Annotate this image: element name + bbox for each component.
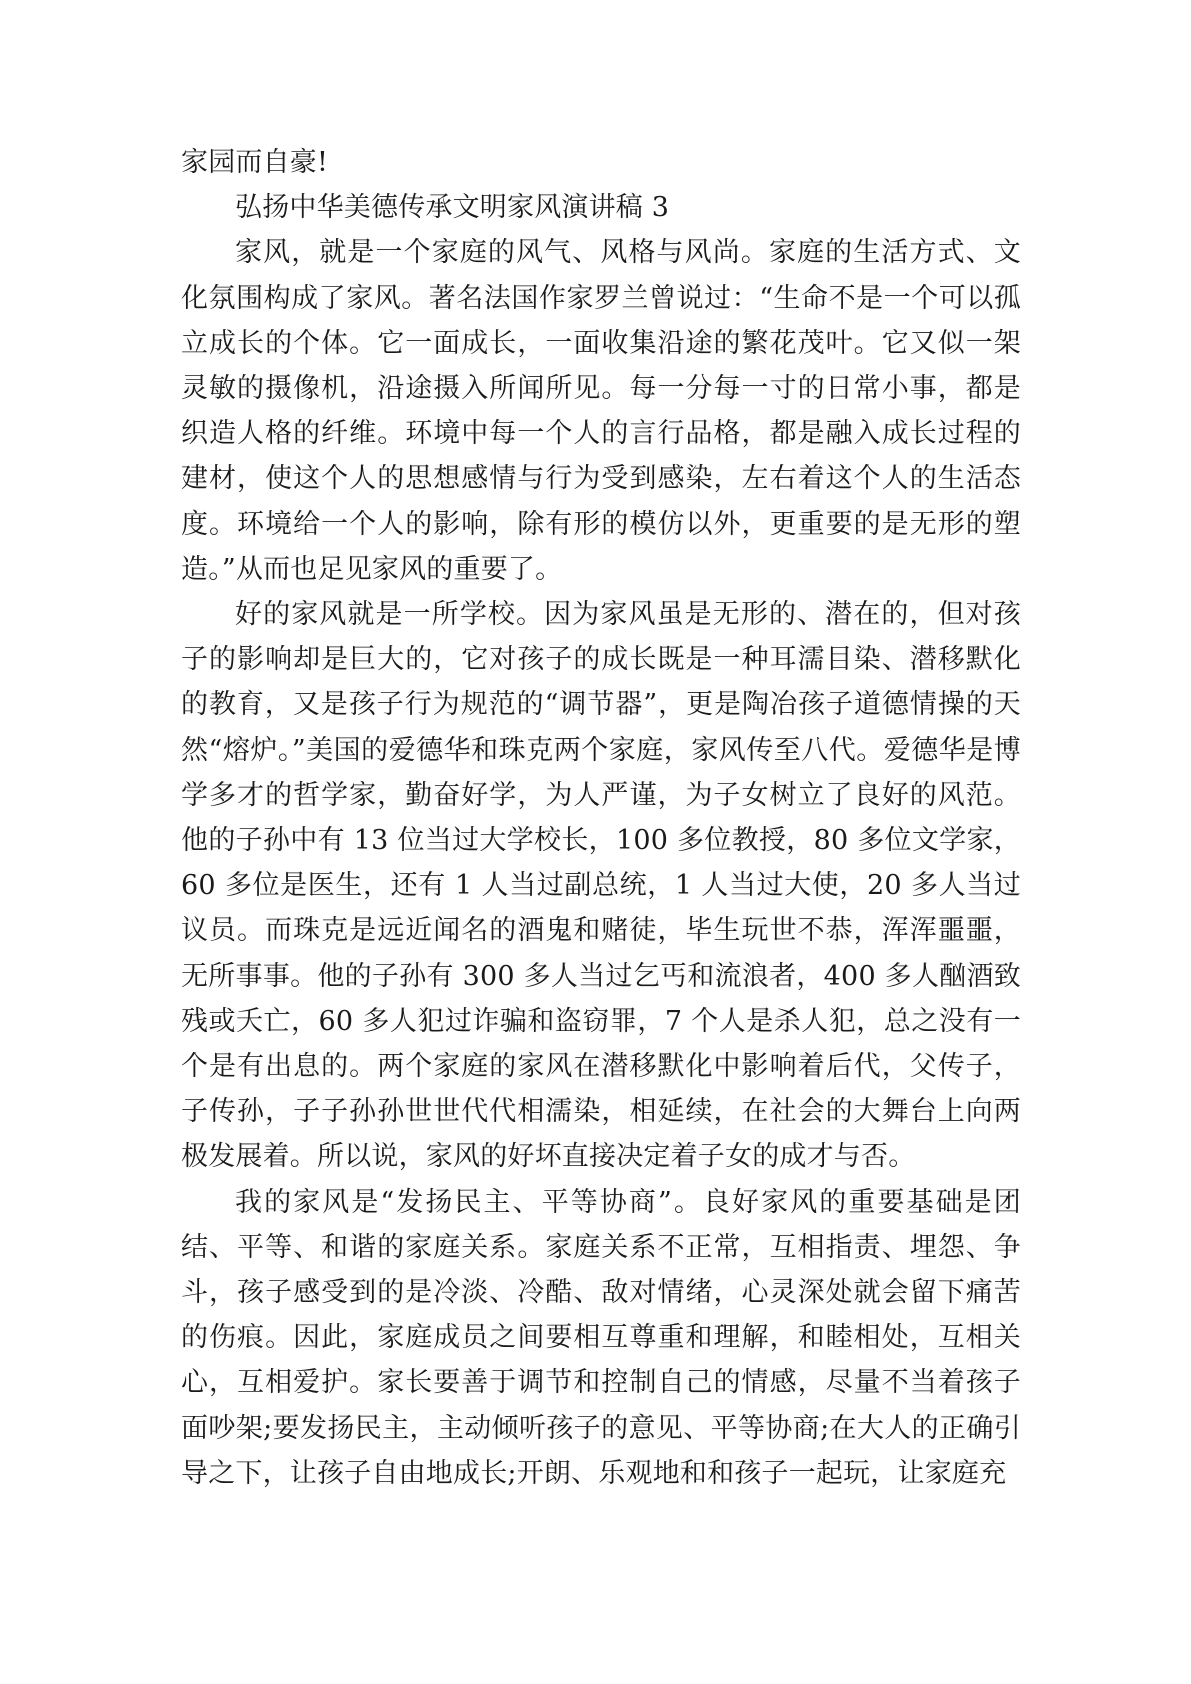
paragraph-1: 家风，就是一个家庭的风气、风格与风尚。家庭的生活方式、文化氛围构成了家风。著名法国作家罗兰曾说过：“生命不是一个可以孤立成长的个体。它一面成长，一面收集沿途的繁花茂叶。它又似一架灵敏的摄像机，沿途摄入所闻所见。每一分每一寸的日常小事，都是织造人格的纤维。环境中每一个人的言行品格，都是融入成长过程的建材，使这个人的思想感情与行为受到感染，左右着这个人的生活态度。环境给一个人的影响，除有形的模仿以外，更重要的是无形的塑造。”从而也足见家风的重要了。 <box>181 237 1021 585</box>
paragraph-3: 我的家风是“发扬民主、平等协商”。良好家风的重要基础是团结、平等、和谐的家庭关系。家庭关系不正常，互相指责、埋怨、争斗，孩子感受到的是冷淡、冷酷、敌对情绪，心灵深处就会留下痛苦的伤痕。因此，家庭成员之间要相互尊重和理解，和睦相处，互相关心，互相爱护。家长要善于调节和控制自己的情感，尽量不当着孩子面吵架;要发扬民主，主动倾听孩子的意见、平等协商;在大人的正确引导之下，让孩子自由地成长;开朗、乐观地和和孩子一起玩，让家庭充 <box>181 1186 1021 1489</box>
section-heading: 弘扬中华美德传承文明家风演讲稿 3 <box>235 192 670 224</box>
paragraph-2: 好的家风就是一所学校。因为家风虽是无形的、潜在的，但对孩子的影响却是巨大的，它对孩子的成长既是一种耳濡目染、潜移默化的教育，又是孩子行为规范的“调节器”，更是陶冶孩子道德情操的天然“熔炉。”美国的爱德华和珠克两个家庭，家风传至八代。爱德华是博学多才的哲学家，勤奋好学，为人严谨，为子女树立了良好的风范。他的子孙中有 13 位当过大学校长，100 多位教授，80 多位文学家，60 多位是医生，还有 1 人当过副总统，1 人当过大使，20 多人当过议员。而珠克是远近闻名的酒鬼和赌徒，毕生玩世不恭，浑浑噩噩，无所事事。他的子孙有 300 多人当过乞丐和流浪者，400 多人酗酒致残或夭亡，60 多人犯过诈骗和盗窃罪，7 个人是杀人犯，总之没有一个是有出息的。两个家庭的家风在潜移默化中影响着后代，父传子，子传孙，子子孙孙世世代代相濡染，相延续，在社会的大舞台上向两极发展着。所以说，家风的好坏直接决定着子女的成才与否。 <box>181 599 1021 1173</box>
continuation-text: 家园而自豪! <box>181 147 329 178</box>
document-body <box>181 140 1021 1496</box>
